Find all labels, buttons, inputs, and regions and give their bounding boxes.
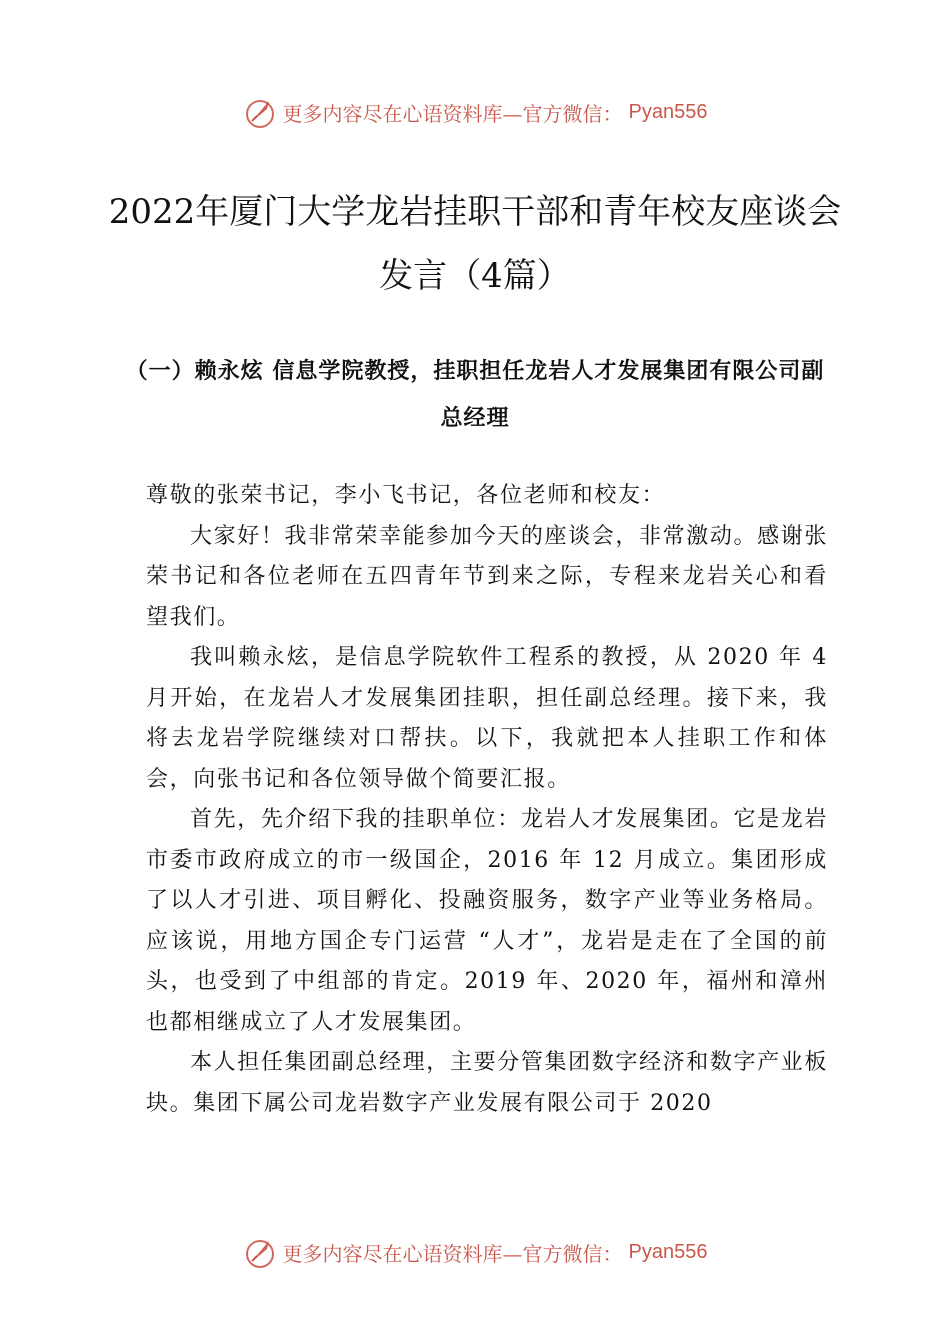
watermark-wechat-id: Pyan556 (628, 100, 708, 123)
watermark-text: 更多内容尽在心语资料库—官方微信： (282, 1241, 623, 1266)
paragraph: 首先，先介绍下我的挂职单位：龙岩人才发展集团。它是龙岩市委市政府成立的市一级国企，2016 年 12 月成立。集团形成了以人才引进、项目孵化、投融资服务，数字产业等业务格局。应该说，用地方国企专门运营 “人才”，龙岩是走在了全国的前头，也受到了中组部的肯定。2019 年、2020 年，福州和漳州也都相继成立了人才发展集团。 (146, 807, 828, 1035)
section-heading: （一）赖永炫 信息学院教授，挂职担任龙岩人才发展集团有限公司副总经理 (125, 358, 825, 431)
paragraph: 我叫赖永炫，是信息学院软件工程系的教授，从 2020 年 4 月开始，在龙岩人才发展集团挂职，担任副总经理。接下来，我将去龙岩学院继续对口帮扶。以下，我就把本人挂职工作和体会，向张书记和各位领导做个简要汇报。 (146, 645, 828, 792)
salutation: 尊敬的张荣书记，李小飞书记，各位老师和校友： (146, 483, 666, 508)
watermark-text: 更多内容尽在心语资料库—官方微信： (282, 101, 623, 126)
quill-logo-icon (243, 95, 277, 129)
watermark-wechat-id: Pyan556 (628, 1240, 708, 1263)
paragraph: 本人担任集团副总经理，主要分管集团数字经济和数字产业板块。集团下属公司龙岩数字产业发展有限公司于 2020 (146, 1050, 828, 1116)
watermark-header (0, 92, 950, 132)
watermark-footer (0, 1232, 950, 1272)
quill-logo-icon (243, 1235, 277, 1269)
document-body (146, 476, 828, 1124)
paragraph: 大家好！我非常荣幸能参加今天的座谈会，非常激动。感谢张荣书记和各位老师在五四青年节到来之际，专程来龙岩关心和看望我们。 (146, 523, 828, 630)
document-title: 2022年厦门大学龙岩挂职干部和青年校友座谈会发言（4篇） (108, 192, 842, 296)
